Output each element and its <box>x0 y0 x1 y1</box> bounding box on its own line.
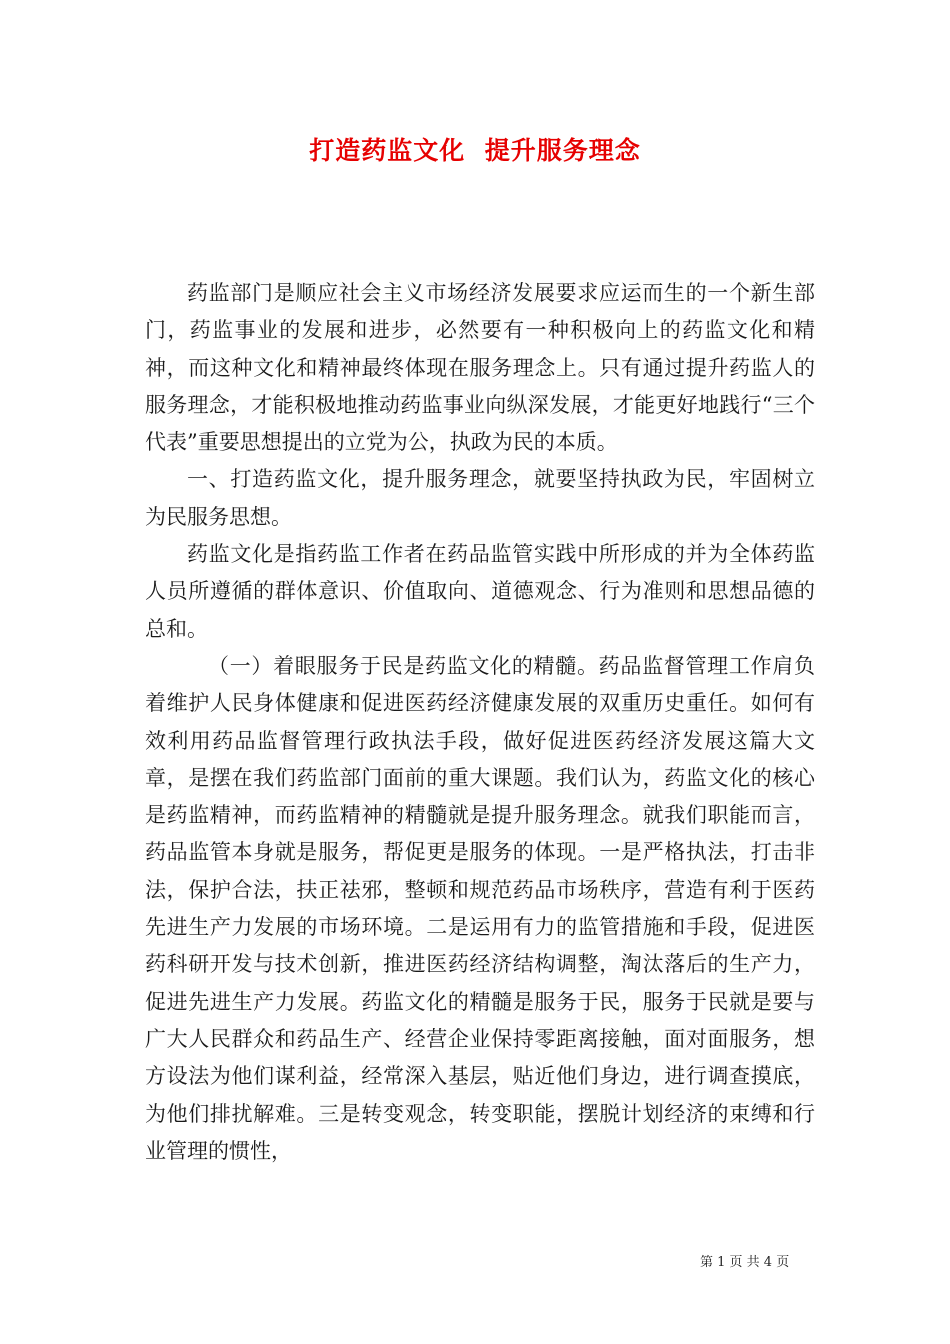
page-number-footer: 第 1 页 共 4 页 <box>700 1255 790 1270</box>
document-title: 打造药监文化 提升服务理念 <box>309 136 641 165</box>
paragraph-intro: 药监部门是顺应社会主义市场经济发展要求应运而生的一个新生部门，药监事业的发展和进步，必然要有一种积极向上的药监文化和精神，而这种文化和精神最终体现在服务理念上。只有通过提升药监人的服务理念，才能积极地推动药监事业向纵深发展，才能更好地践行“三个代表”重要思想提出的立党为公，执政为民的本质。 <box>145 281 815 455</box>
document-body <box>145 275 815 1170</box>
paragraph-section-one-heading: 一、打造药监文化，提升服务理念，就要坚持执政为民，牢固树立为民服务思想。 <box>145 467 815 529</box>
paragraph-definition: 药监文化是指药监工作者在药品监管实践中所形成的并为全体药监人员所遵循的群体意识、价值取向、道德观念、行为准则和思想品德的总和。 <box>145 542 815 641</box>
paragraph-subsection-one: （一）着眼服务于民是药监文化的精髓。药品监督管理工作肩负着维护人民身体健康和促进医药经济健康发展的双重历史重任。如何有效利用药品监督管理行政执法手段，做好促进医药经济发展这篇大文章，是摆在我们药监部门面前的重大课题。我们认为，药监文化的核心是药监精神，而药监精神的精髓就是提升服务理念。就我们职能而言，药品监管本身就是服务，帮促更是服务的体现。一是严格执法，打击非法，保护合法，扶正祛邪，整顿和规范药品市场秩序，营造有利于医药先进生产力发展的市场环境。二是运用有力的监管措施和手段，促进医药科研开发与技术创新，推进医药经济结构调整，淘汰落后的生产力，促进先进生产力发展。药监文化的精髓是服务于民，服务于民就是要与广大人民群众和药品生产、经营企业保持零距离接触，面对面服务，想方设法为他们谋利益，经常深入基层，贴近他们身边，进行调查摸底，为他们排扰解难。三是转变观念，转变职能，摆脱计划经济的束缚和行业管理的惯性， <box>145 653 815 1163</box>
